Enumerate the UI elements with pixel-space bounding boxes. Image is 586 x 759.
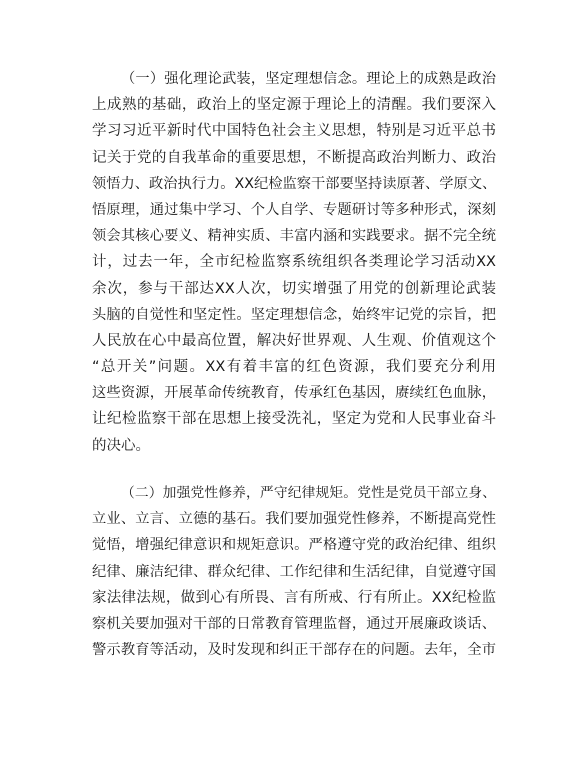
text-line: 头脑的自觉性和坚定性。坚定理想信念，始终牢记党的宗旨，把 <box>92 306 496 323</box>
text-line: 警示教育等活动，及时发现和纠正干部存在的问题。去年，全市 <box>92 642 496 659</box>
text-line: 余次，参与干部达XX人次，切实增强了用党的创新理论武装 <box>92 280 496 297</box>
text-line: “总开关”问题。XX有着丰富的红色资源，我们要充分利用 <box>92 359 496 376</box>
text-line: 立业、立言、立德的基石。我们要加强党性修养，不断提高党性 <box>92 511 496 528</box>
text-line: 家法律法规，做到心有所畏、言有所戒、行有所止。XX纪检监 <box>92 589 496 606</box>
text-line: 察机关要加强对干部的日常教育管理监督，通过开展廉政谈话、 <box>92 615 496 632</box>
text-line: 让纪检监察干部在思想上接受洗礼，坚定为党和人民事业奋斗 <box>92 411 496 428</box>
text-line: 觉悟，增强纪律意识和规矩意识。严格遵守党的政治纪律、组织 <box>92 537 496 554</box>
text-line: 的决心。 <box>92 437 150 454</box>
text-line: 悟原理，通过集中学习、个人自学、专题研讨等多种形式，深刻 <box>92 201 496 218</box>
text-line: 纪律、廉洁纪律、群众纪律、工作纪律和生活纪律，自觉遵守国 <box>92 563 496 580</box>
paragraph-theory-armament <box>92 66 496 459</box>
text-line: 学习习近平新时代中国特色社会主义思想，特别是习近平总书 <box>92 123 496 140</box>
text-line: 上成熟的基础，政治上的坚定源于理论上的清醒。我们要深入 <box>92 97 496 114</box>
text-line: （一）强化理论武装，坚定理想信念。理论上的成熟是政治 <box>121 71 496 87</box>
text-line: 记关于党的自我革命的重要思想，不断提高政治判断力、政治 <box>92 149 496 166</box>
text-line: 人民放在心中最高位置，解决好世界观、人生观、价值观这个 <box>92 332 496 349</box>
text-line: 计，过去一年，全市纪检监察系统组织各类理论学习活动XX <box>92 254 496 271</box>
text-line: 领悟力、政治执行力。XX纪检监察干部要坚持读原著、学原文、 <box>92 175 497 192</box>
text-line: 这些资源，开展革命传统教育，传承红色基因，赓续红色血脉， <box>92 385 496 402</box>
text-line: 领会其核心要义、精神实质、丰富内涵和实践要求。据不完全统 <box>92 228 496 245</box>
paragraph-party-discipline <box>92 480 496 663</box>
text-line: （二）加强党性修养，严守纪律规矩。党性是党员干部立身、 <box>121 485 496 501</box>
